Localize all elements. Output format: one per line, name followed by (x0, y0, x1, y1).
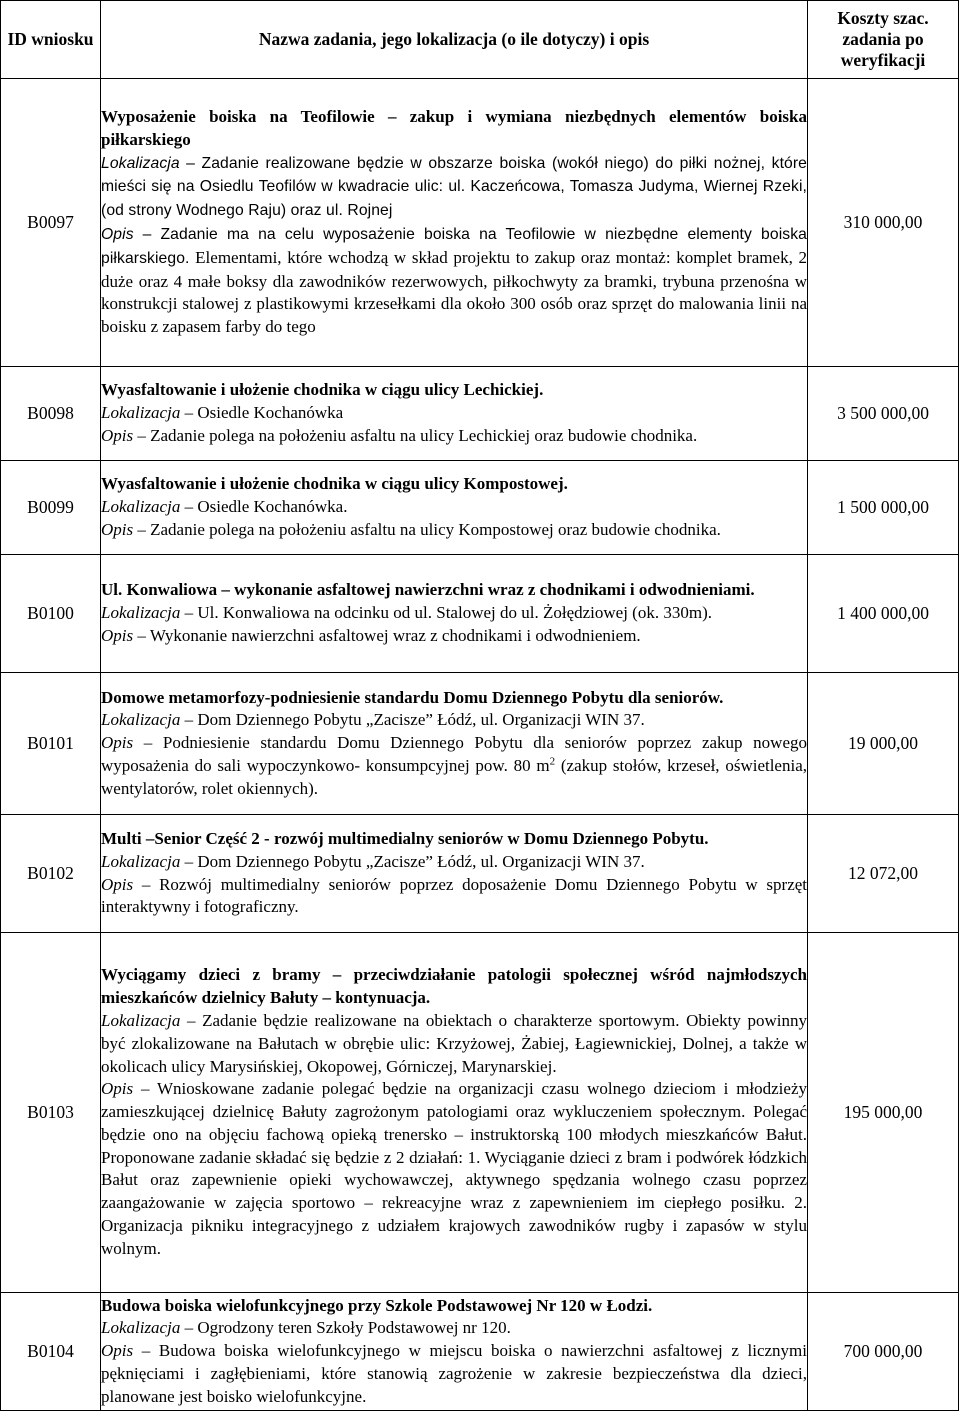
row-cost: 12 072,00 (808, 815, 959, 933)
location-text: – Zadanie realizowane będzie w obszarze boiska (wokół niego) do piłki nożnej, które mieści się na Osiedlu Teofilów w kwadracie ulic: ul. Kaczeńcowa, Tomasza Judyma, Wiernej Rzeki, (od strony Wodnego Raju) oraz ul. Rojnej (101, 154, 808, 220)
row-description (101, 367, 808, 461)
row-title: Wyasfaltowanie i ułożenie chodnika w ciągu ulicy Lechickiej. (101, 380, 544, 400)
row-title: Wyciągamy dzieci z bramy – przeciwdziałanie patologii społecznej wśród najmłodszych mieszkańców dzielnicy Bałuty – kontynuacja. (101, 965, 807, 1008)
location-text: – Osiedle Kochanówka (184, 403, 344, 423)
description-label: Opis (101, 1079, 134, 1099)
table-row (1, 815, 959, 933)
table-row (1, 461, 959, 555)
location-label: Lokalizacja (101, 497, 181, 517)
row-id: B0103 (1, 933, 101, 1293)
location-label: Lokalizacja (101, 1318, 181, 1338)
description-text: – Zadanie polega na położeniu asfaltu na ulicy Kompostowej oraz budowie chodnika. (137, 519, 721, 539)
row-cost: 1 400 000,00 (808, 555, 959, 673)
location-label: Lokalizacja (101, 1010, 181, 1030)
location-label: Lokalizacja (101, 403, 181, 423)
row-cost: 19 000,00 (808, 673, 959, 815)
description-text: – Wnioskowane zadanie polegać będzie na organizacji czasu wolnego dzieciom i młodzieży zamieszkującej dzielnicę Bałuty zagrożonym patologiami oraz wykluczeniem społecznym. Polegać będzie ono na objęciu fachową opieką trenersko – instruktorską 100 młodych mieszkańców Bałut. Proponowane zadanie składać się będzie z 2 działań: 1. Wyciąganie dzieci z bram i podwórek łódzkich Bałut oraz zapewnienie opieki wychowawczej, aktywnego spędzania wolnego czasu poprzez zaangażowanie w zajęcia sportowo – rekreacyjne wraz z zapewnieniem im ciepłego posiłku. 2. Organizacja pikniku integracyjnego z udziałem krajowych zawodników rugby i zapasów w stylu wolnym. (101, 1079, 807, 1258)
table-row (1, 555, 959, 673)
row-cost: 700 000,00 (808, 1293, 959, 1411)
description-text-cont: Elementami, które wchodzą w skład projektu to zakup oraz montaż: komplet bramek, 2 duże oraz 4 małe boksy dla zawodników rezerwowych, piłkochwyty za bramki, trybuna przenośna w konstrukcji stalowej z plastikowymi krzesełkami dla około 300 osób oraz sprzęt do malowania linii na boisku z zapasem farby do tego (101, 247, 807, 337)
location-text: – Osiedle Kochanówka. (184, 497, 348, 517)
description-text: – Zadanie polega na położeniu asfaltu na ulicy Lechickiej oraz budowie chodnika. (137, 425, 698, 445)
location-label: Lokalizacja (101, 851, 181, 871)
row-title: Wyasfaltowanie i ułożenie chodnika w ciągu ulicy Kompostowej. (101, 474, 568, 494)
location-label: Lokalizacja (101, 603, 181, 623)
row-description (101, 1293, 808, 1411)
location-label: Lokalizacja (101, 154, 180, 172)
location-text: – Dom Dziennego Pobytu „Zacisze” Łódź, ul. Organizacji WIN 37. (184, 851, 645, 871)
description-text: – Budowa boiska wielofunkcyjnego w miejscu boiska o nawierzchni asfaltowej z licznymi pęknięciami i zagłębieniami, które stanowią zagrożenie w zakresie bezpieczeństwa dla dzieci, planowane jest boisko wielofunkcyjne. (101, 1341, 808, 1406)
row-cost: 195 000,00 (808, 933, 959, 1293)
description-label: Opis (101, 1341, 134, 1361)
table-row (1, 933, 959, 1293)
row-description (101, 79, 808, 367)
row-description (101, 555, 808, 673)
row-id: B0099 (1, 461, 101, 555)
location-text: – Ul. Konwaliowa na odcinku od ul. Stalowej do ul. Żołędziowej (ok. 330m). (184, 603, 712, 623)
row-title: Multi –Senior Część 2 - rozwój multimedialny seniorów w Domu Dziennego Pobytu. (101, 828, 709, 848)
superscript: 2 (549, 755, 556, 768)
description-label: Opis (101, 874, 134, 894)
description-text-cont: (zakup stołów, krzeseł, oświetlenia, wentylatorów, rolet okiennych). (101, 755, 807, 798)
description-label: Opis (101, 519, 134, 539)
row-description (101, 673, 808, 815)
table-row (1, 1293, 959, 1411)
row-title: Wyposażenie boiska na Teofilowie – zakup i wymiana niezbędnych elementów boiska piłkarskiego (101, 107, 807, 149)
row-description (101, 461, 808, 555)
row-description (101, 933, 808, 1293)
row-cost: 1 500 000,00 (808, 461, 959, 555)
description-text: – Zadanie ma na celu wyposażenie boiska na Teofilowie w niezbędne elementy boiska piłkarskiego. (101, 226, 807, 267)
row-title: Budowa boiska wielofunkcyjnego przy Szkole Podstawowej Nr 120 w Łodzi. (101, 1295, 653, 1315)
description-text: – Podniesienie standardu Domu Dziennego Pobytu dla seniorów poprzez zakup nowego wyposażenia do sali wypoczynkowo- konsumpcyjnej pow. 80 m (101, 733, 807, 775)
header-cost: Koszty szac. zadania po weryfikacji (808, 1, 959, 79)
header-row (1, 1, 959, 79)
table-row (1, 367, 959, 461)
row-id: B0101 (1, 673, 101, 815)
header-description: Nazwa zadania, jego lokalizacja (o ile dotyczy) i opis (101, 1, 808, 79)
description-label: Opis (101, 425, 134, 445)
location-text: – Zadanie będzie realizowane na obiektach o charakterze sportowym. Obiekty powinny być zlokalizowane na Bałutach w obrębie ulic: Krzyżowej, Żabiej, Łagiewnickiej, Dolnej, a także w okolicach ulicy Marysińskiej, Okopowej, Górniczej, Marynarskiej. (101, 1010, 807, 1076)
location-text: – Dom Dziennego Pobytu „Zacisze” Łódź, ul. Organizacji WIN 37. (184, 710, 645, 730)
table-row (1, 79, 959, 367)
description-text: – Wykonanie nawierzchni asfaltowej wraz z chodnikami i odwodnieniem. (137, 625, 641, 645)
location-label: Lokalizacja (101, 710, 181, 730)
row-cost: 310 000,00 (808, 79, 959, 367)
row-description (101, 815, 808, 933)
row-id: B0102 (1, 815, 101, 933)
location-text: – Ogrodzony teren Szkoły Podstawowej nr 120. (184, 1318, 511, 1338)
row-id: B0098 (1, 367, 101, 461)
description-text: – Rozwój multimedialny seniorów poprzez doposażenie Domu Dziennego Pobytu w sprzęt interaktywny i fotograficzny. (101, 874, 808, 917)
row-cost: 3 500 000,00 (808, 367, 959, 461)
header-id: ID wniosku (1, 1, 101, 79)
description-label: Opis (101, 226, 134, 243)
row-id: B0100 (1, 555, 101, 673)
row-id: B0104 (1, 1293, 101, 1411)
description-label: Opis (101, 625, 134, 645)
row-id: B0097 (1, 79, 101, 367)
row-title: Ul. Konwaliowa – wykonanie asfaltowej nawierzchni wraz z chodnikami i odwodnieniami. (101, 580, 755, 600)
row-title: Domowe metamorfozy-podniesienie standardu Domu Dziennego Pobytu dla seniorów. (101, 687, 724, 707)
table-row (1, 673, 959, 815)
description-label: Opis (101, 733, 134, 753)
